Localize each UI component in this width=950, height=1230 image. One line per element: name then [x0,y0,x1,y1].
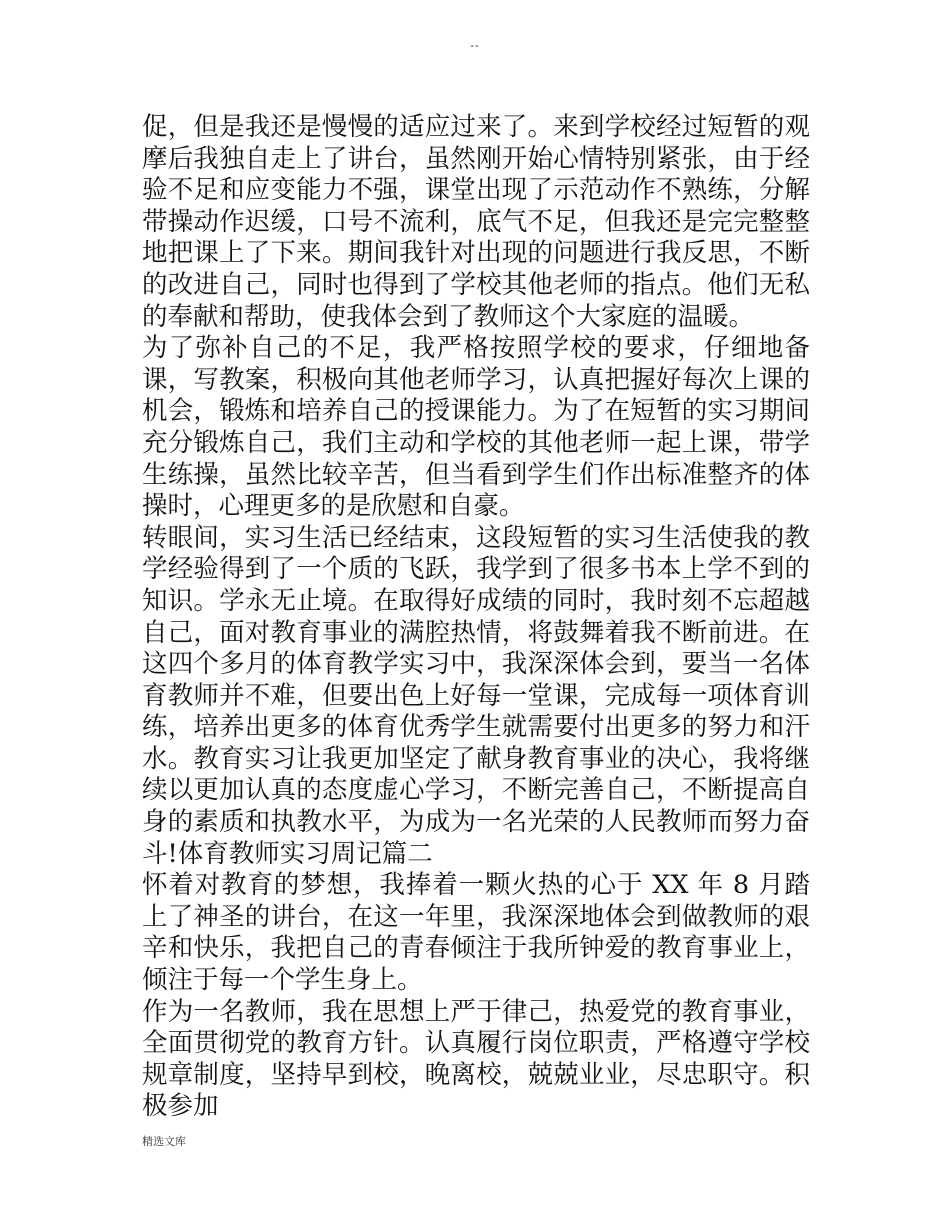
page-header-mark: -- [470,40,480,52]
paragraph-3: 转眼间，实习生活已经结束，这段短暂的实习生活使我的教学经验得到了一个质的飞跃，我学到了很多书本上学不到的知识。学永无止境。在取得好成绩的同时，我时刻不忘超越自己，面对教育事业的满腔热情，将鼓舞着我不断前进。在这四个多月的体育教学实习中，我深深体会到，要当一名体育教师并不难，但要出色上好每一堂课，完成每一项体育训练，培养出更多的体育优秀学生就需要付出更多的努力和汗水。教育实习让我更加坚定了献身教育事业的决心，我将继续以更加认真的态度虚心学习，不断完善自己，不断提高自身的素质和执教水平，为成为一名光荣的人民教师而努力奋斗!体育教师实习周记篇二 [142,522,810,869]
paragraph-1: 促，但是我还是慢慢的适应过来了。来到学校经过短暂的观摩后我独自走上了讲台，虽然刚开始心情特别紧张，由于经验不足和应变能力不强，课堂出现了示范动作不熟练，分解带操动作迟缓，口号不流利，底气不足，但我还是完完整整地把课上了下来。期间我针对出现的问题进行我反思，不断的改进自己，同时也得到了学校其他老师的指点。他们无私的奉献和帮助，使我体会到了教师这个大家庭的温暖。 [142,112,810,332]
paragraph-5: 作为一名教师，我在思想上严于律己，热爱党的教育事业，全面贯彻党的教育方针。认真履行岗位职责，严格遵守学校规章制度，坚持早到校，晚离校，兢兢业业，尽忠职守。积极参加 [142,996,810,1122]
page-footer-mark: 精选文库 [142,1135,186,1148]
document-body [142,112,810,1123]
paragraph-2: 为了弥补自己的不足，我严格按照学校的要求，仔细地备课，写教案，积极向其他老师学习，认真把握好每次上课的机会，锻炼和培养自己的授课能力。为了在短暂的实习期间充分锻炼自己，我们主动和学校的其他老师一起上课，带学生练操，虽然比较辛苦，但当看到学生们作出标准整齐的体操时，心理更多的是欣慰和自豪。 [142,333,810,522]
paragraph-4: 怀着对教育的梦想，我捧着一颗火热的心于 XX 年 8 月踏上了神圣的讲台，在这一年里，我深深地体会到做教师的艰辛和快乐，我把自己的青春倾注于我所钟爱的教育事业上，倾注于每一个学生身上。 [142,870,810,996]
